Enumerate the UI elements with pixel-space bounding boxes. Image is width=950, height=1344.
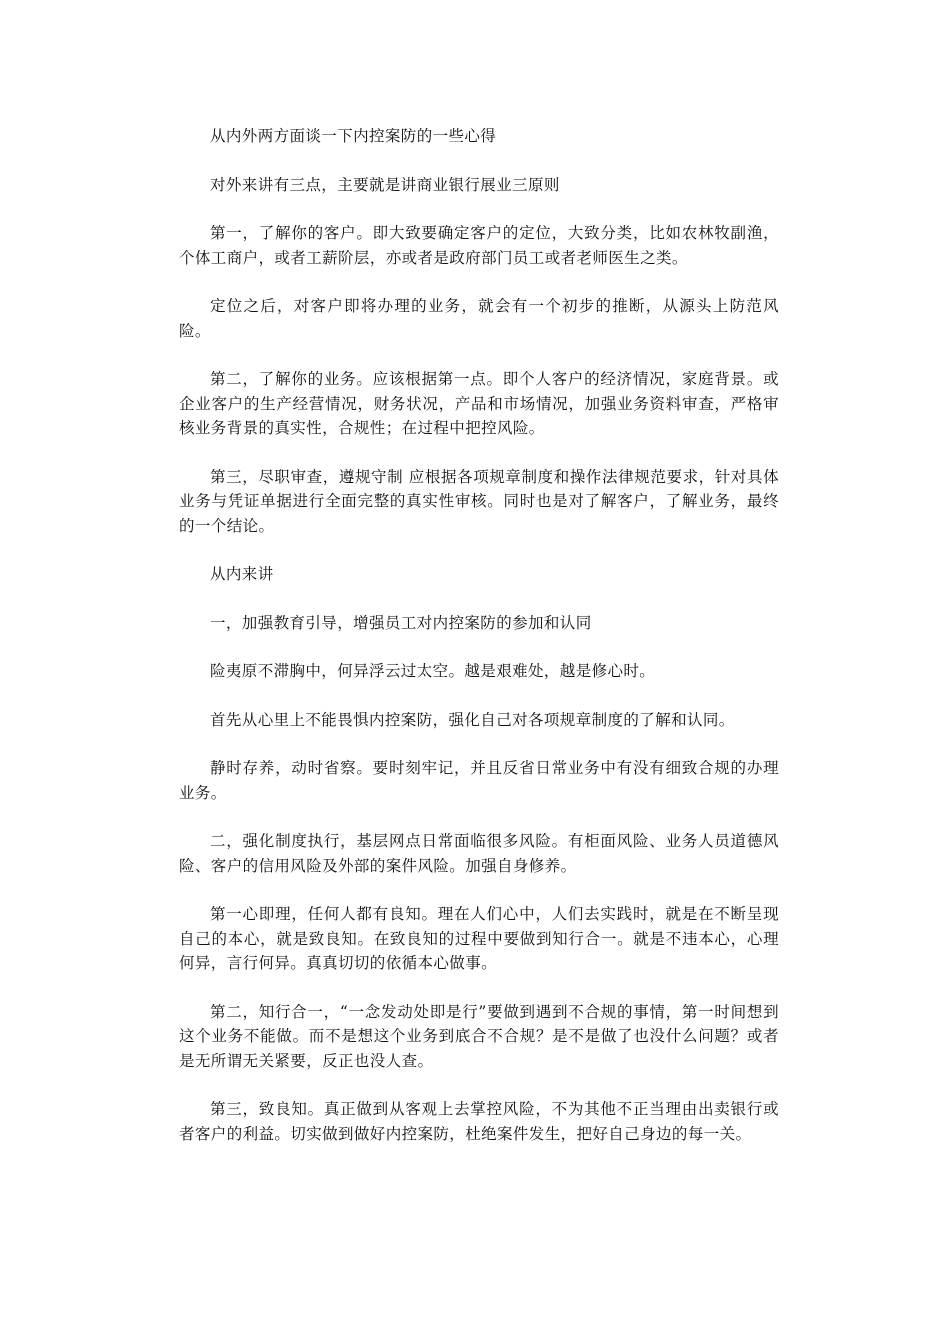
paragraph: 第二，了解你的业务。应该根据第一点。即个人客户的经济情况，家庭背景。或企业客户的生产经营情况，财务状况，产品和市场情况，加强业务资料审查，严格审核业务背景的真实性，合规性；在过程中把控风险。 [179,370,779,437]
paragraph: 定位之后，对客户即将办理的业务，就会有一个初步的推断，从源头上防范风险。 [179,297,779,340]
paragraph: 首先从心里上不能畏惧内控案防，强化自己对各项规章制度的了解和认同。 [210,710,735,729]
paragraph: 一，加强教育引导，增强员工对内控案防的参加和认同 [210,613,592,632]
paragraph: 险夷原不滞胸中，何异浮云过太空。越是艰难处，越是修心时。 [210,662,656,680]
paragraph: 第一，了解你的客户。即大致要确定客户的定位，大致分类，比如农林牧副渔，个体工商户，或者工薪阶层，亦或者是政府部门员工或者老师医生之类。 [179,224,779,267]
paragraph: 静时存养，动时省察。要时刻牢记，并且反省日常业务中有没有细致合规的办理业务。 [179,759,779,802]
paragraph: 第二，知行合一，“一念发动处即是行”要做到遇到不合规的事情，第一时间想到这个业务不能做。而不是想这个业务到底合不合规？是不是做了也没什么问题？或者是无所谓无关紧要，反正也没人查。 [179,1002,779,1070]
document-title: 从内外两方面谈一下内控案防的一些心得 [210,127,497,145]
paragraph: 第三，致良知。真正做到从客观上去掌控风险，不为其他不正当理由出卖银行或者客户的利益。切实做到做好内控案防，杜绝案件发生，把好自己身边的每一关。 [179,1100,779,1143]
paragraph: 第一心即理，任何人都有良知。理在人们心中，人们去实践时，就是在不断呈现自己的本心，就是致良知。在致良知的过程中要做到知行合一。就是不违本心，心理何异，言行何异。真真切切的依循本心做事。 [179,905,779,972]
paragraph: 二，强化制度执行，基层网点日常面临很多风险。有柜面风险、业务人员道德风险、客户的信用风险及外部的案件风险。加强自身修养。 [179,832,779,875]
document-body [179,124,779,1170]
section-heading-external: 对外来讲有三点，主要就是讲商业银行展业三原则 [210,175,560,194]
paragraph: 第三，尽职审查，遵规守制 应根据各项规章制度和操作法律规范要求，针对具体业务与凭证单据进行全面完整的真实性审核。同时也是对了解客户，了解业务，最终的一个结论。 [179,467,779,535]
section-heading-internal: 从内来讲 [210,565,274,583]
